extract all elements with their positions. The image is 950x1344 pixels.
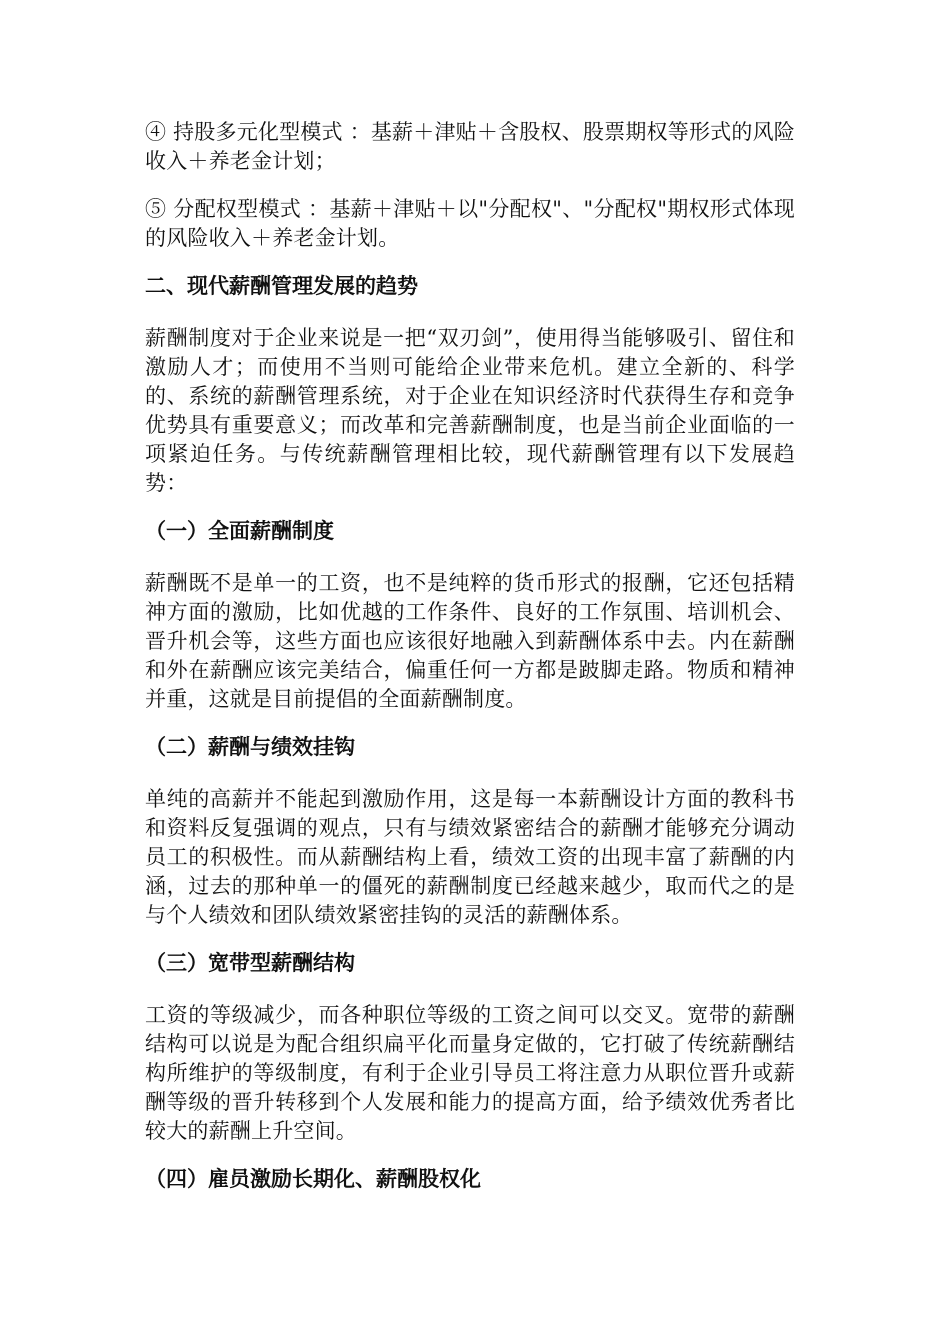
paragraph-total-compensation: 薪酬既不是单一的工资，也不是纯粹的货币形式的报酬，它还包括精神方面的激励，比如优越的工作条件、良好的工作氛围、培训机会、晋升机会等，这些方面也应该很好地融入到薪酬体系中去。内在薪酬和外在薪酬应该完美结合，偏重任何一方都是跛脚走路。物质和精神并重，这就是目前提倡的全面薪酬制度。 [145,571,795,711]
paragraph-trends-intro: 薪酬制度对于企业来说是一把“双刃剑”，使用得当能够吸引、留住和激励人才；而使用不当则可能给企业带来危机。建立全新的、科学的、系统的薪酬管理系统，对于企业在知识经济时代获得生存和竞争优势具有重要意义；而改革和完善薪酬制度，也是当前企业面临的一项紧迫任务。与传统薪酬管理相比较，现代薪酬管理有以下发展趋势： [145,326,795,495]
subheading-total-compensation: （一）全面薪酬制度 [145,519,334,543]
document-page [145,118,795,1217]
subheading-broadband-structure: （三）宽带型薪酬结构 [145,951,355,975]
paragraph-mode-5: ⑤ 分配权型模式 ：基薪＋津贴＋以"分配权"、"分配权"期权形式体现的风险收入＋养老金计划。 [145,197,795,250]
paragraph-broadband-structure: 工资的等级减少，而各种职位等级的工资之间可以交叉。宽带的薪酬结构可以说是为配合组织扁平化而量身定做的，它打破了传统薪酬结构所维护的等级制度，有利于企业引导员工将注意力从职位晋升或薪酬等级的晋升转移到个人发展和能力的提高方面，给予绩效优秀者比较大的薪酬上升空间。 [145,1003,795,1143]
subheading-pay-performance: （二）薪酬与绩效挂钩 [145,735,355,759]
section-heading-trends: 二、现代薪酬管理发展的趋势 [145,274,418,298]
paragraph-pay-performance: 单纯的高薪并不能起到激励作用，这是每一本薪酬设计方面的教科书和资料反复强调的观点，只有与绩效紧密结合的薪酬才能够充分调动员工的积极性。而从薪酬结构上看，绩效工资的出现丰富了薪酬的内涵，过去的那种单一的僵死的薪酬制度已经越来越少，取而代之的是与个人绩效和团队绩效紧密挂钩的灵活的薪酬体系。 [145,787,795,927]
subheading-long-term-incentive: （四）雇员激励长期化、薪酬股权化 [145,1167,481,1191]
paragraph-mode-4: ④ 持股多元化型模式 ：基薪＋津贴＋含股权、股票期权等形式的风险收入＋养老金计划； [145,120,795,173]
